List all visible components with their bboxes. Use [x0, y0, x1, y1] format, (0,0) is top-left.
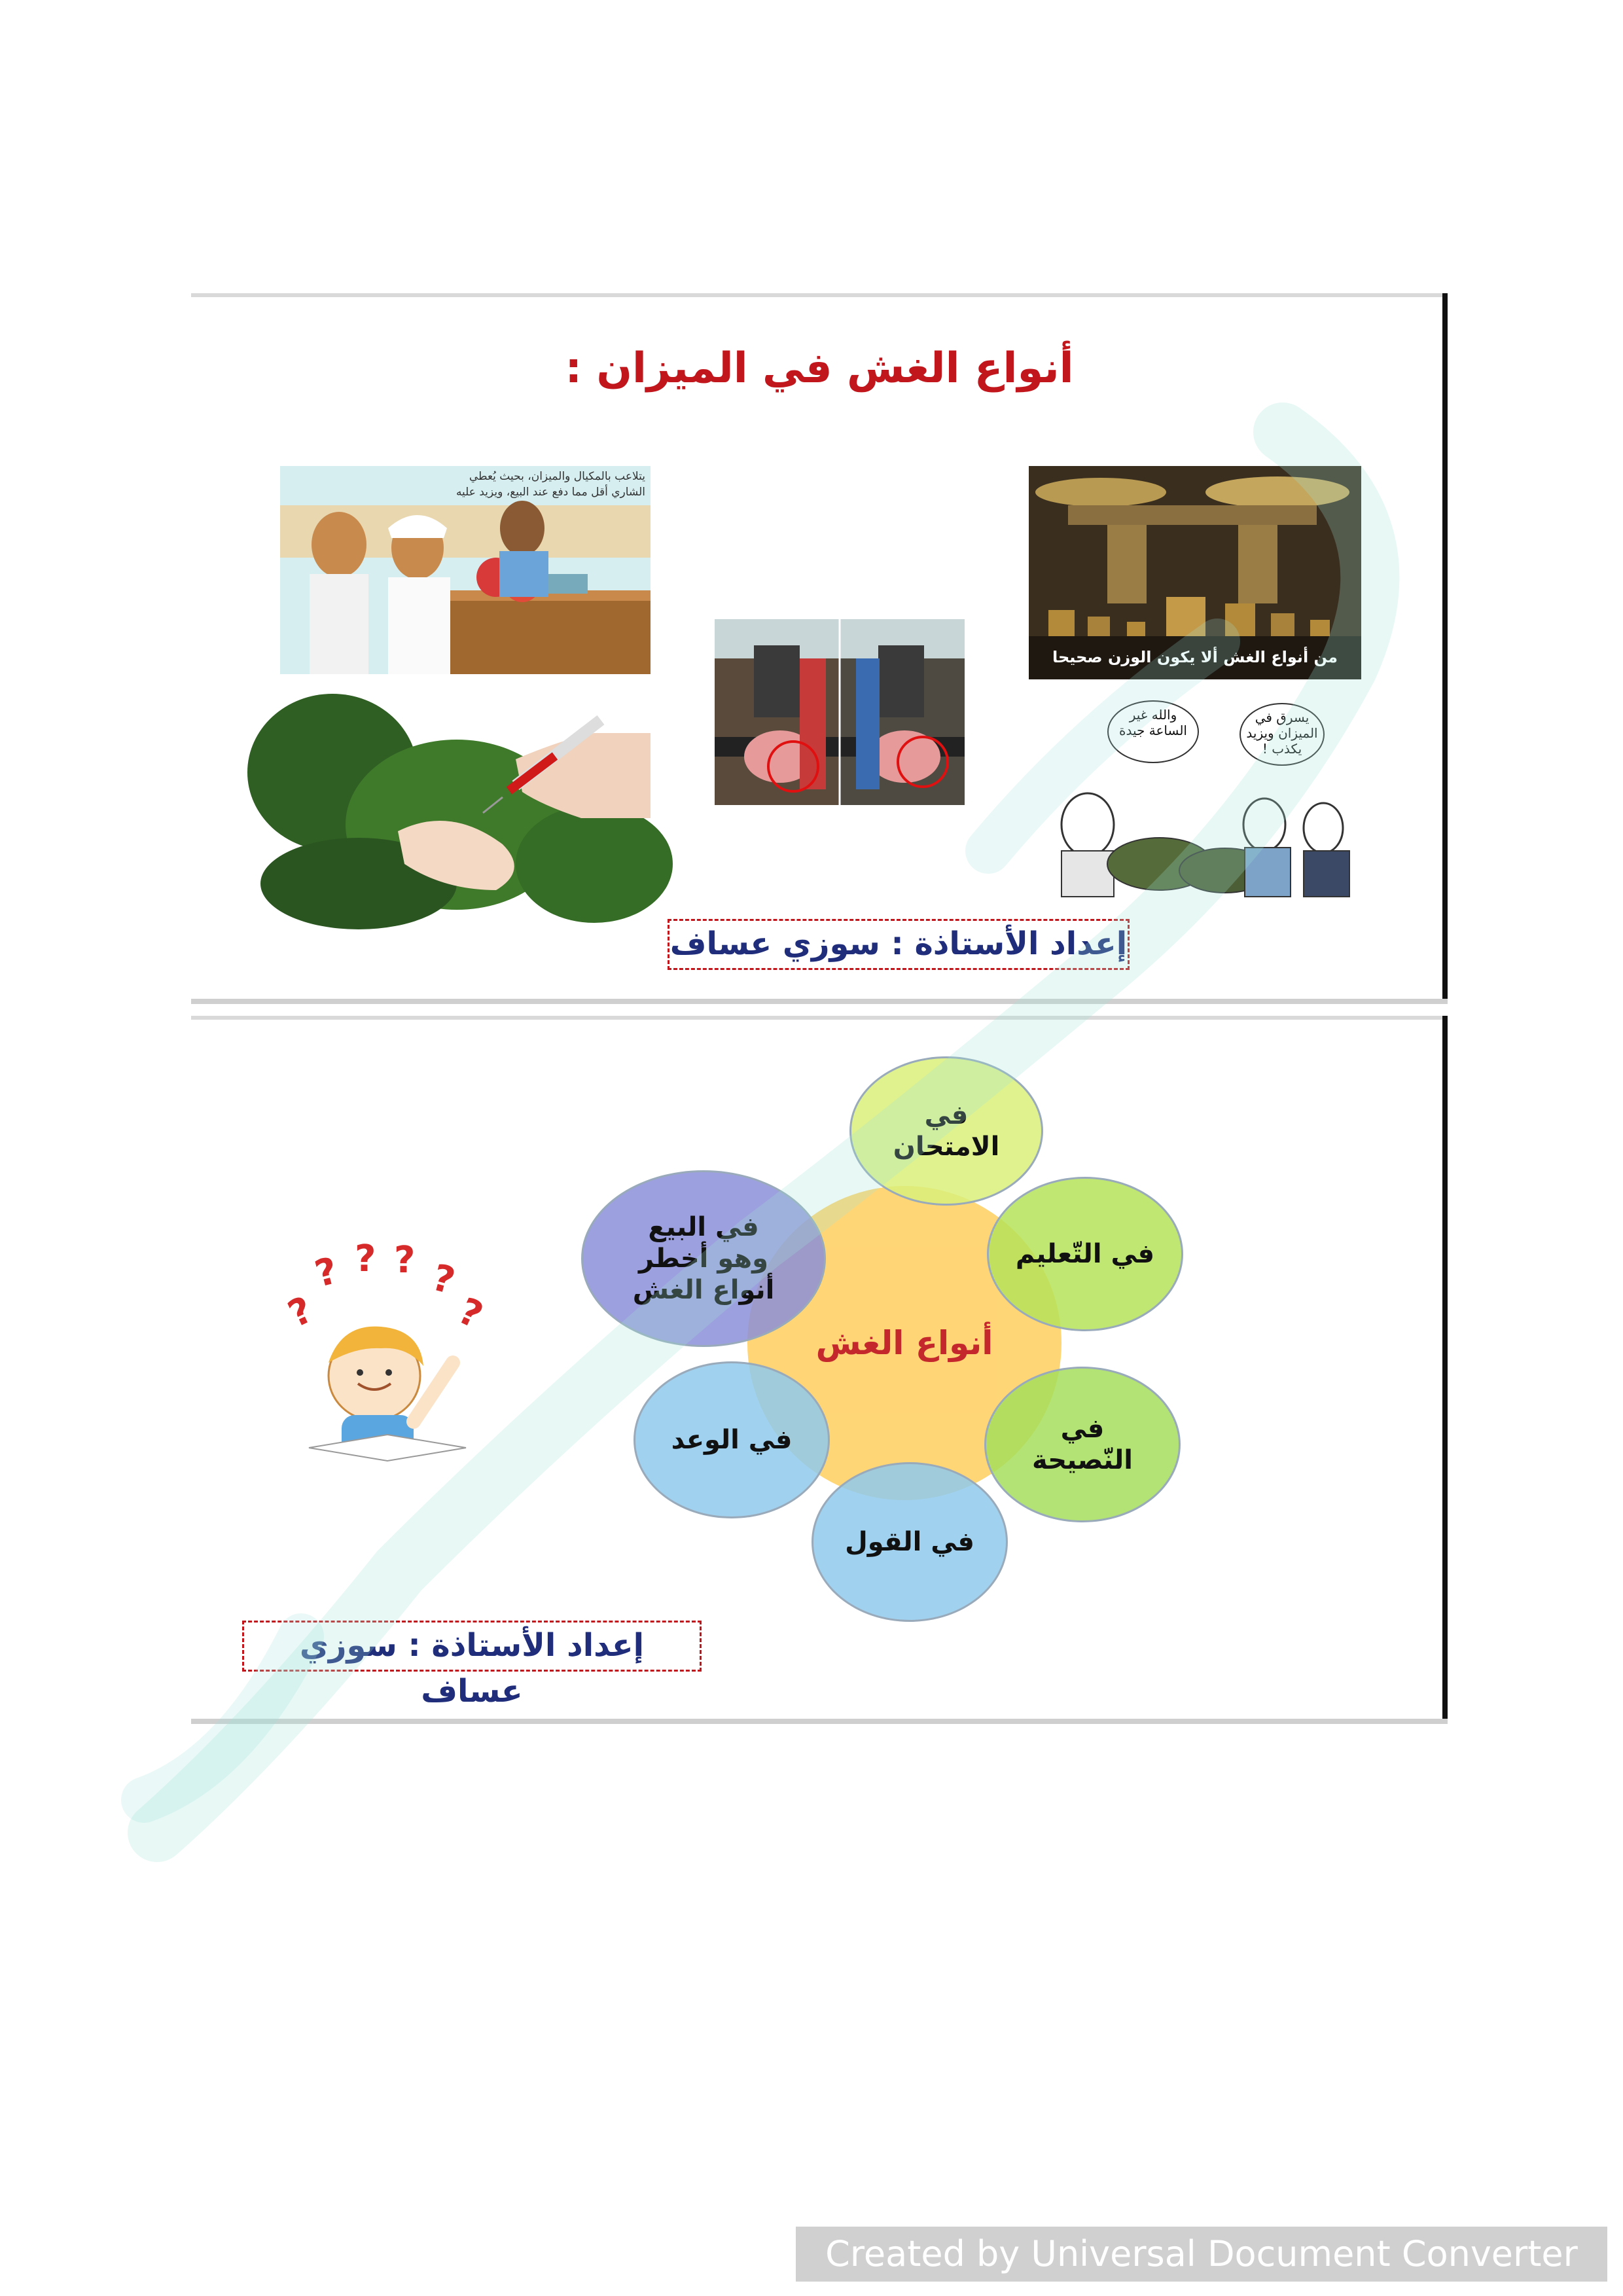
- speech-bubble-left: والله غير الساعة جيدة: [1107, 700, 1199, 763]
- slide-bottom-border: [191, 999, 1448, 1004]
- slide-top-border: [191, 1016, 1448, 1020]
- scale-caption: من أنواع الغش ألا يكون الوزن صحيحا: [1052, 648, 1338, 666]
- diagram-item-promise: في الوعد: [633, 1361, 830, 1518]
- thinking-child-illustration: [281, 1232, 499, 1467]
- slide-top-border: [191, 293, 1448, 297]
- svg-text:?: ?: [452, 1289, 490, 1338]
- slide-right-border: [1442, 1016, 1448, 1724]
- svg-text:?: ?: [394, 1239, 416, 1282]
- svg-text:?: ?: [281, 1288, 319, 1336]
- slide-2: [191, 1016, 1448, 1724]
- slide-title: أنواع الغش في الميزان :: [565, 344, 1074, 393]
- diagram-center-circle: أنواع الغش: [747, 1186, 1061, 1500]
- scale-tampering-photo: [715, 619, 965, 805]
- diagram-item-teaching: في التّعليم: [987, 1177, 1183, 1331]
- author-credit: إعداد الأستاذة : سوزي عساف: [242, 1621, 702, 1672]
- slide-bottom-border: [191, 1719, 1448, 1724]
- cartoon-shop-image: [280, 466, 651, 674]
- antique-scale-photo: [1029, 466, 1361, 679]
- slide-1: [191, 293, 1448, 1004]
- diagram-item-selling: في البيع وهو أخطر أنواع الغش: [581, 1170, 826, 1347]
- svg-text:?: ?: [427, 1256, 459, 1303]
- diagram-item-speech: في القول: [812, 1462, 1008, 1622]
- speech-bubble-right: يسرق في الميزان ويزيد يكذب !: [1240, 703, 1325, 766]
- diagram-item-exam: في الامتحان: [849, 1056, 1043, 1206]
- author-credit: إعداد الأستاذة : سوزي عساف: [668, 919, 1130, 970]
- market-sketch-cartoon: [1029, 694, 1361, 897]
- svg-text:?: ?: [310, 1249, 342, 1297]
- diagram-item-advice: في النّصيحة: [984, 1367, 1181, 1522]
- watermelon-injection-image: [280, 694, 651, 902]
- converter-footer: Created by Universal Document Converter: [796, 2227, 1607, 2282]
- slide-right-border: [1442, 293, 1448, 1004]
- cartoon-speech-text: يتلاعب بالمكيال والميزان، بحيث يُعطي الشاري أقل مما دفع عند البيع، ويزيد عليه: [455, 470, 645, 499]
- svg-text:?: ?: [355, 1238, 376, 1280]
